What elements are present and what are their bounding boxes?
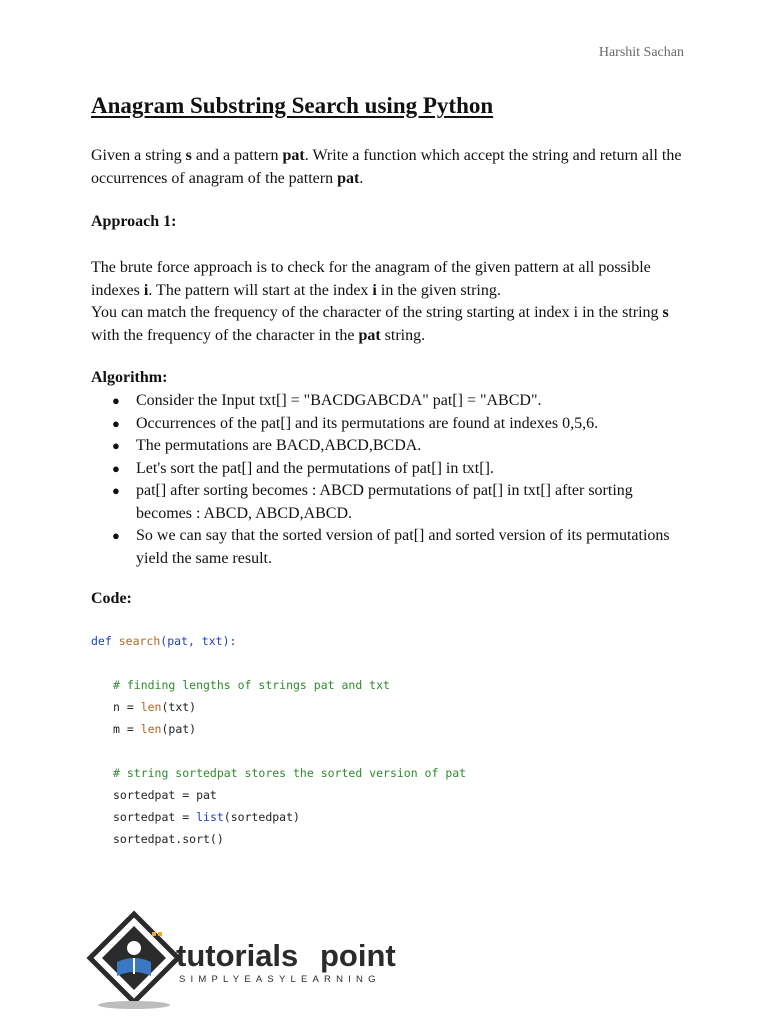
code-line [91,784,691,806]
bullet-icon: ● [112,415,120,431]
approach-paragraph [91,257,691,347]
bullet-icon: ● [112,528,120,543]
approach-text: with the frequency of the character in the [91,326,359,344]
code-line [91,696,691,718]
intro-paragraph [91,145,691,190]
approach-text: in the given string. [376,281,501,299]
logo-tagline: SIMPLYEASYLEARNING [179,974,381,985]
approach-text: string. [380,326,426,344]
algorithm-list [91,390,671,570]
code-builtin: len [140,722,162,736]
tutorialspoint-logo [84,910,414,1010]
list-item-text: The permutations are BACD,ABCD,BCDA. [136,437,422,454]
list-item [91,435,671,458]
code-text: m = [113,722,141,736]
logo-mark [90,914,178,1009]
intro-pat: pat [282,147,305,164]
list-item-text: pat[] after sorting becomes : ABCD permutations of pat[] in txt[] after sorting becomes : ABCD, ABCD,ABCD. [136,482,633,522]
list-item-text: So we can say that the sorted version of pat[] and sorted version of its permutations yield the same result. [136,527,670,567]
list-item [91,458,671,481]
approach-s: s [662,304,669,321]
approach-text: The brute force approach is to check for the anagram of the given pattern at all possible indexes [91,259,651,299]
approach-text: . The pattern will start at the index [148,281,373,299]
code-text: sortedpat.sort() [113,832,224,846]
intro-text: . Write a function which accept the string and return all the occurrences of anagram of the pattern [91,147,682,187]
code-block [91,630,691,850]
code-text: (pat) [161,722,197,736]
code-line-blank [91,740,691,762]
code-line [91,674,691,696]
algorithm-heading: Algorithm: [91,369,168,386]
list-item [91,480,671,525]
code-line [91,806,691,828]
intro-s: s [185,147,192,164]
code-comment: # finding lengths of strings pat and txt [113,678,390,692]
code-params: (pat, txt): [160,634,237,648]
code-text: (txt) [161,700,197,714]
code-text: sortedpat = [113,810,197,824]
code-line [91,828,691,850]
bullet-icon: ● [112,483,120,498]
intro-pat: pat [337,169,360,187]
code-heading: Code: [91,590,132,607]
list-item-text: Occurrences of the pat[] and its permutations are found at indexes 0,5,6. [136,414,599,432]
logo-brand-left: tutorials [176,938,299,973]
code-line-blank [91,652,691,674]
code-text: sortedpat = pat [113,788,217,802]
list-item [91,413,671,436]
list-item-text: Consider the Input txt[] = "BACDGABCDA" pat[] = "ABCD". [136,392,542,409]
bullet-icon: ● [112,438,120,453]
list-item [91,525,671,570]
approach-i: i [143,281,149,299]
approach-i: i [372,281,377,299]
code-text: n = [113,700,141,714]
approach-pat: pat [358,326,381,344]
code-builtin: list [196,810,224,824]
code-line [91,762,691,784]
bullet-icon: ● [112,460,120,476]
intro-text: . [359,169,364,187]
code-line [91,630,691,652]
code-function-name: search [118,634,161,648]
approach-text: You can match the frequency of the character of the string starting at index i in the string [91,304,663,321]
code-comment: # string sortedpat stores the sorted version of pat [113,766,467,780]
list-item-text: Let's sort the pat[] and the permutations of pat[] in txt[]. [136,459,494,477]
author-name: Harshit Sachan [598,45,684,60]
intro-text: and a pattern [191,147,283,164]
intro-text: Given a string [91,147,186,164]
code-text: (sortedpat) [223,810,300,824]
list-item [91,390,671,413]
page-title: Anagram Substring Search using Python [91,93,494,118]
code-keyword: def [91,634,112,648]
code-line [91,718,691,740]
logo-brand-right: point [320,938,396,973]
code-builtin: len [140,700,162,714]
approach-heading: Approach 1: [91,213,177,230]
bullet-icon: ● [112,393,120,408]
